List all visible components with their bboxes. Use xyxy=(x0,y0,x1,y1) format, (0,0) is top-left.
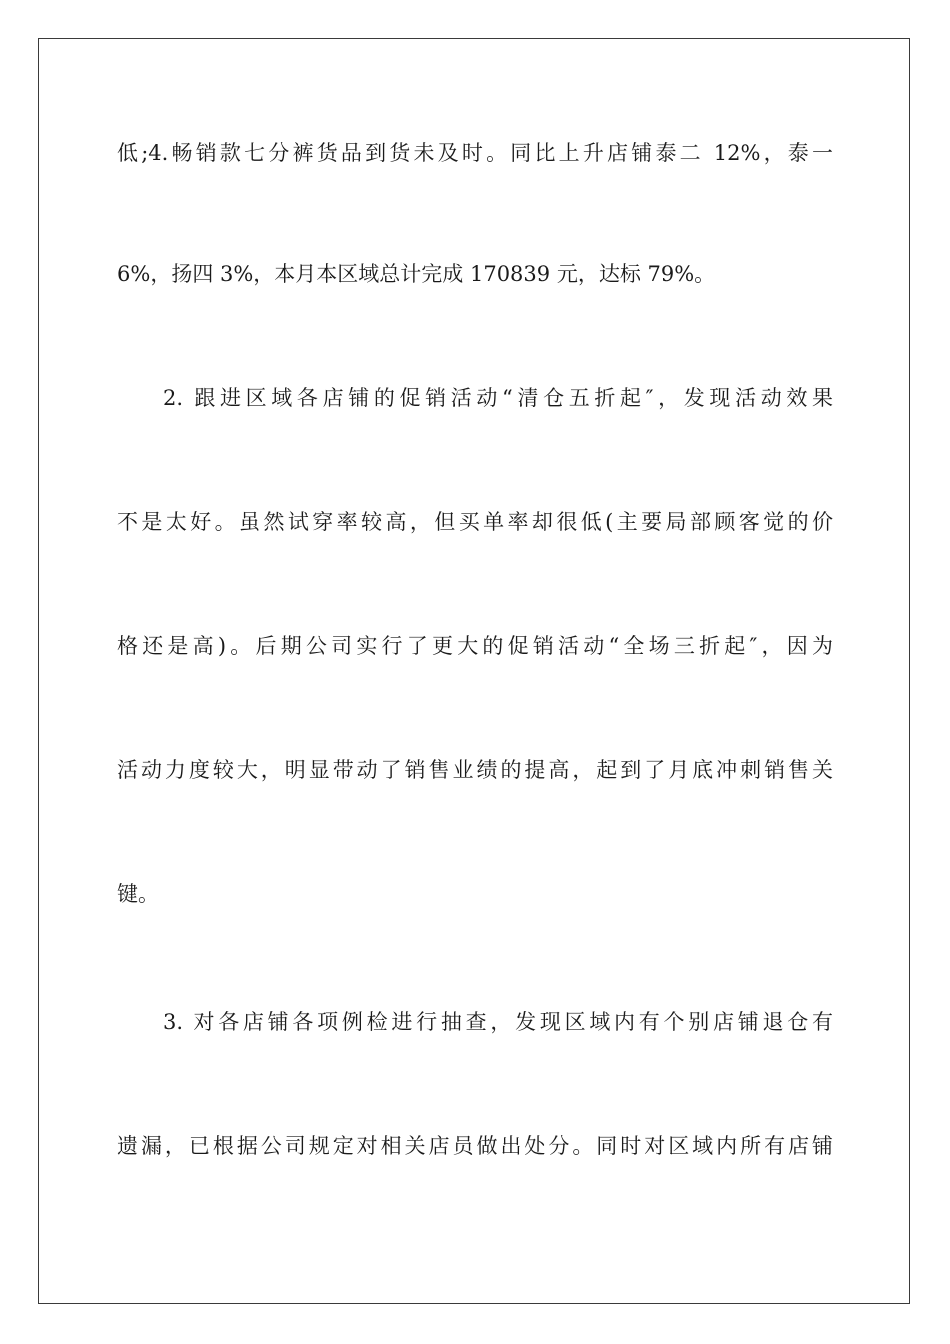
paragraph-1-line-2: 6%，扬四 3%，本月本区域总计完成 170839 元，达标 79%。 xyxy=(117,262,716,286)
paragraph-2-line-2: 不是太好。虽然试穿率较高，但买单率却很低(主要局部顾客觉的价 xyxy=(117,510,833,534)
paragraph-2-line-5: 键。 xyxy=(117,882,159,906)
paragraph-2-line-3: 格还是高)。后期公司实行了更大的促销活动“全场三折起″，因为 xyxy=(117,634,833,658)
paragraph-3-line-1: 3. 对各店铺各项例检进行抽查，发现区域内有个别店铺退仓有 xyxy=(163,1010,833,1034)
paragraph-1-line-1: 低;4.畅销款七分裤货品到货未及时。同比上升店铺泰二 12%，泰一 xyxy=(117,141,833,165)
page-border xyxy=(38,38,910,1304)
paragraph-2-line-4: 活动力度较大，明显带动了销售业绩的提高，起到了月底冲刺销售关 xyxy=(117,758,833,782)
paragraph-3-line-2: 遗漏，已根据公司规定对相关店员做出处分。同时对区域内所有店铺 xyxy=(117,1134,833,1158)
paragraph-2-line-1: 2. 跟进区域各店铺的促销活动“清仓五折起″，发现活动效果 xyxy=(163,386,833,410)
